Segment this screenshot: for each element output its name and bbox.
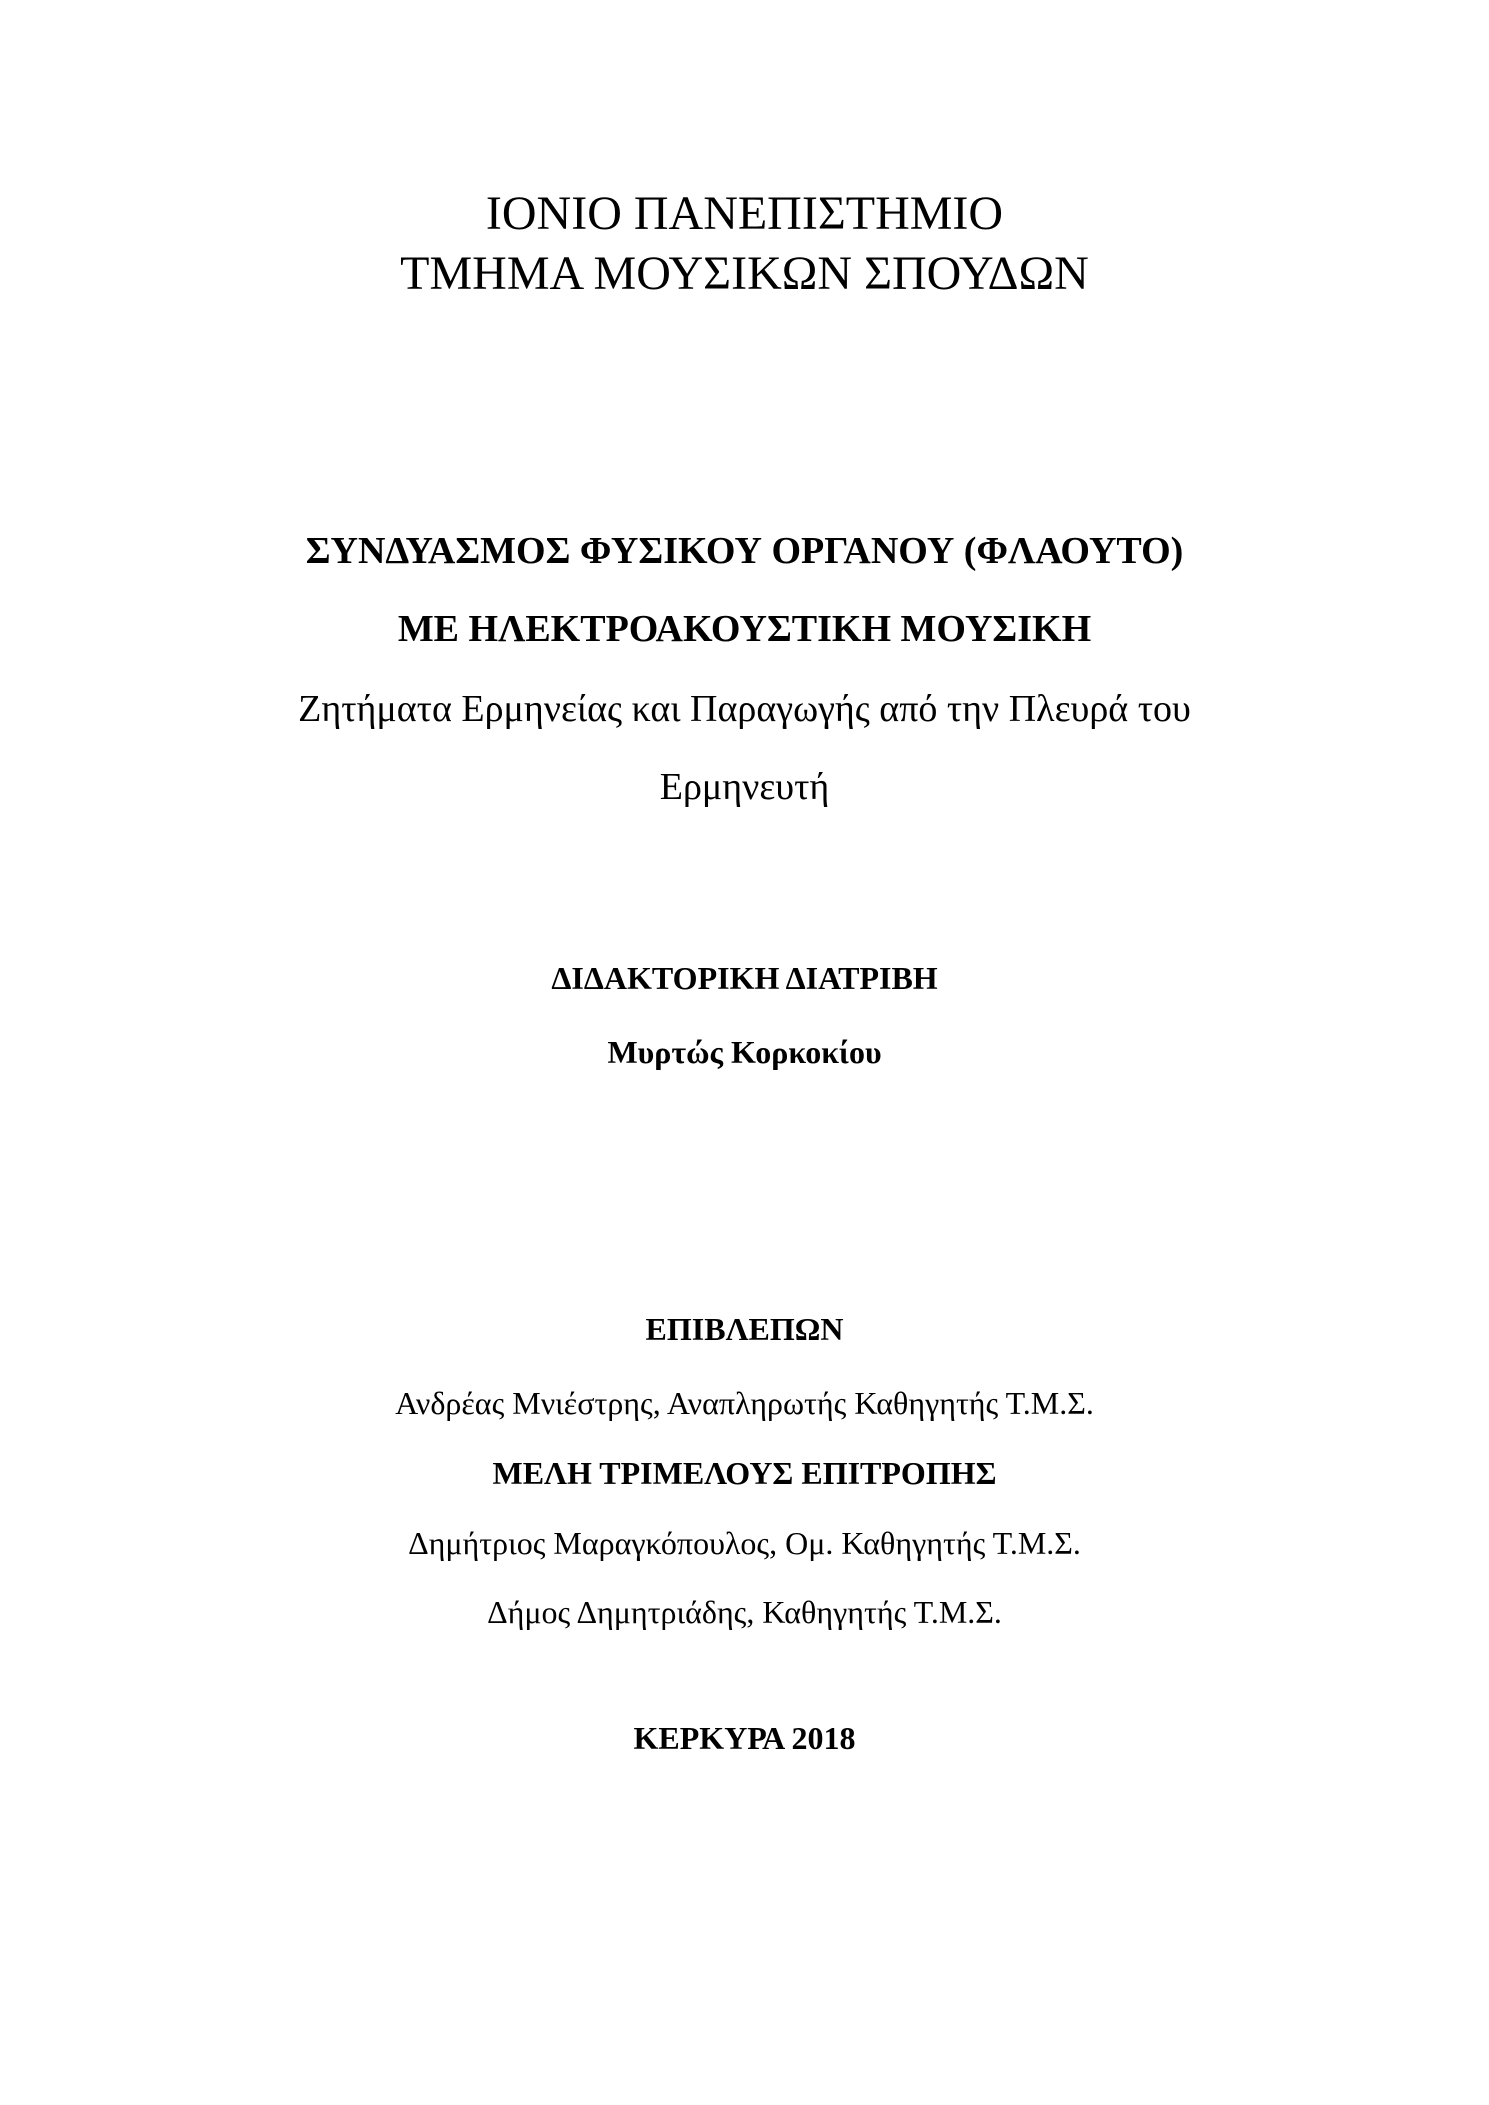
- thesis-subtitle-line-2: Ερμηνευτή: [659, 766, 830, 808]
- thesis-type: ΔΙΔΑΚΤΟΡΙΚΗ ΔΙΑΤΡΙΒΗ: [551, 960, 938, 996]
- committee-member: Δημήτριος Μαραγκόπουλος, Ομ. Καθηγητής Τ.Μ.Σ.: [408, 1525, 1081, 1561]
- thesis-subtitle-line-1: Ζητήματα Ερμηνείας και Παραγωγής από την Πλευρά του: [298, 688, 1191, 730]
- author-name: Μυρτώς Κορκοκίου: [607, 1034, 882, 1070]
- place-and-year: ΚΕΡΚΥΡΑ 2018: [633, 1720, 856, 1756]
- supervisor-heading: ΕΠΙΒΛΕΠΩΝ: [645, 1311, 844, 1347]
- supervisor-name: Ανδρέας Μνιέστρης, Αναπληρωτής Καθηγητής Τ.Μ.Σ.: [395, 1385, 1094, 1421]
- thesis-title-line-1: ΣΥΝΔΥΑΣΜΟΣ ΦΥΣΙΚΟΥ ΟΡΓΑΝΟΥ (ΦΛΑΟΥΤΟ): [305, 530, 1184, 572]
- university-name: ΙΟΝΙΟ ΠΑΝΕΠΙΣΤΗΜΙΟ: [485, 187, 1004, 240]
- committee-heading: ΜΕΛΗ ΤΡΙΜΕΛΟΥΣ ΕΠΙΤΡΟΠΗΣ: [492, 1455, 997, 1491]
- department-name: ΤΜΗΜΑ ΜΟΥΣΙΚΩΝ ΣΠΟΥΔΩΝ: [400, 247, 1089, 300]
- thesis-title-line-2: ΜΕ ΗΛΕΚΤΡΟΑΚΟΥΣΤΙΚΗ ΜΟΥΣΙΚΗ: [397, 608, 1092, 650]
- committee-member: Δήμος Δημητριάδης, Καθηγητής Τ.Μ.Σ.: [487, 1594, 1002, 1630]
